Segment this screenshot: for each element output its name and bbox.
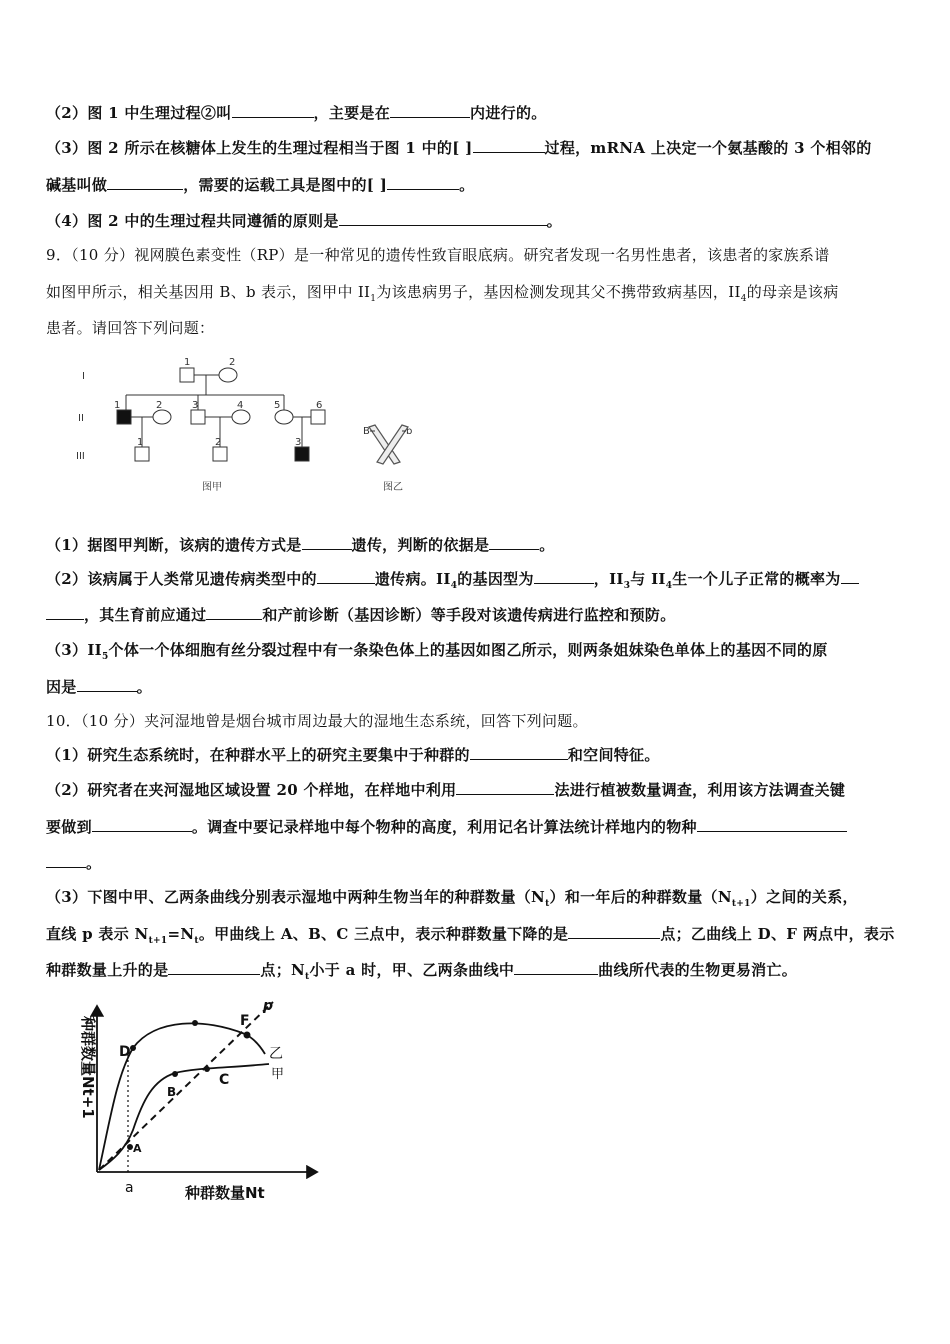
- point-F: [244, 1032, 251, 1039]
- ind-num: 6: [316, 400, 323, 411]
- q10-part3: （3）下图中甲、乙两条曲线分别表示湿地中两种生物当年的种群数量$(N_t)$和一年后的种群数量$(N_{t+1})$之间的关系，: [46, 888, 858, 909]
- blank[interactable]: [568, 924, 660, 939]
- blank[interactable]: [390, 103, 470, 118]
- pedigree-II2-female: [153, 410, 171, 424]
- population-graph: [55, 1000, 345, 1210]
- point-peak: [192, 1020, 198, 1026]
- label-p: p: [263, 1000, 274, 1014]
- label-D: D: [119, 1044, 131, 1060]
- label-B: B: [167, 1085, 177, 1099]
- pedigree-II6-male: [311, 410, 325, 424]
- blank[interactable]: [697, 817, 847, 832]
- q10-part1: （1）研究生态系统时，在种群水平上的研究主要集中于种群的 和空间特征。: [46, 746, 660, 764]
- label-jia: 甲: [271, 1067, 285, 1082]
- label-A: A: [133, 1142, 142, 1155]
- blank[interactable]: [534, 569, 594, 584]
- fig-a-caption: 图甲: [202, 482, 222, 493]
- blank[interactable]: [514, 960, 598, 975]
- pedigree-II1-affected-male: [117, 410, 131, 424]
- pedigree-II4-female: [232, 410, 250, 424]
- y-axis-label: 种群数量Nt+1: [79, 1016, 97, 1119]
- x-axis-label: 种群数量Nt: [185, 1184, 265, 1202]
- blank[interactable]: [841, 569, 859, 584]
- ind-num: 1: [137, 437, 144, 448]
- ind-num: 4: [237, 400, 244, 411]
- blank[interactable]: [317, 569, 375, 584]
- q9-part2: （2）该病属于人类常见遗传病类型中的 遗传病。$II_4$的基因型为 ，$II_3$与 $II_4$生一个儿子正常的概率为: [46, 569, 859, 596]
- gen-label: III: [76, 451, 85, 462]
- ind-num: 2: [229, 357, 236, 368]
- blank[interactable]: [473, 138, 545, 153]
- q8-part4: （4）图 2 中的生理过程共同遵循的原则是 。: [46, 212, 562, 230]
- pedigree-III1-male: [135, 447, 149, 461]
- pedigree-III3-affected-male: [295, 447, 309, 461]
- fig-b-caption: 图乙: [383, 482, 403, 493]
- blank[interactable]: [339, 211, 547, 226]
- blank[interactable]: [46, 853, 86, 868]
- q9-part1: （1）据图甲判断，该病的遗传方式是 遗传，判断的依据是 。: [46, 536, 555, 554]
- ind-num: 1: [184, 357, 191, 368]
- blank[interactable]: [489, 535, 539, 550]
- q9-intro-1: 9．（10 分）视网膜色素变性（RP）是一种常见的遗传性致盲眼底病。研究者发现一名男性患者，该患者的家族系谱: [46, 246, 830, 264]
- blank[interactable]: [77, 677, 137, 692]
- gene-b-label: b: [406, 426, 413, 437]
- blank[interactable]: [168, 960, 260, 975]
- gen-label: II: [78, 413, 84, 424]
- q8-part2: （2）图 1 中生理过程②叫 ，主要是在 内进行的。: [46, 104, 547, 122]
- blank[interactable]: [92, 817, 192, 832]
- blank[interactable]: [302, 535, 352, 550]
- pedigree-I1-male: [180, 368, 194, 382]
- q10-part2: （2）研究者在夹河湿地区域设置 20 个样地，在样地中利用 法进行植被数量调查，利用该方法调查关键: [46, 781, 846, 799]
- blank[interactable]: [46, 605, 84, 620]
- ind-num: 3: [192, 400, 199, 411]
- pedigree-II3-male: [191, 410, 205, 424]
- pedigree-III2-male: [213, 447, 227, 461]
- q9-intro-3: 患者。请回答下列问题：: [46, 319, 215, 337]
- q10-part2-end: 。: [46, 853, 101, 873]
- blank[interactable]: [387, 175, 459, 190]
- label-C: C: [219, 1072, 230, 1088]
- blank[interactable]: [470, 745, 568, 760]
- gen-label: I: [82, 371, 85, 382]
- q10-part2-cont: 要做到 。调查中要记录样地中每个物种的高度，利用记名计算法统计样地内的物种: [46, 817, 847, 837]
- point-B: [172, 1071, 178, 1077]
- ind-num: 2: [215, 437, 222, 448]
- blank[interactable]: [456, 780, 554, 795]
- label-a: a: [125, 1180, 134, 1196]
- label-yi: 乙: [269, 1046, 283, 1062]
- ind-num: 3: [295, 437, 302, 448]
- pedigree-figure: [70, 350, 430, 500]
- pedigree-II5-female: [275, 410, 293, 424]
- q8-part3: （3）图 2 所示在核糖体上发生的生理过程相当于图 1 中的[ ] 过程，mRNA 上决定一个氨基酸的 3 个相邻的: [46, 139, 872, 157]
- label-F: F: [240, 1013, 250, 1029]
- point-C: [204, 1066, 210, 1072]
- blank[interactable]: [107, 175, 183, 190]
- q8-part3-cont: 碱基叫做 ，需要的运载工具是图中的[ ] 。: [46, 176, 475, 194]
- pedigree-I2-female: [219, 368, 237, 382]
- ind-num: 1: [114, 400, 121, 411]
- q9-part3: $(3)II_5$个体一个体细胞有丝分裂过程中有一条染色体上的基因如图乙所示，则两条姐妹染色单体上的基因不同的原: [46, 641, 828, 662]
- q10-part3-cont1: 直线 p 表示 $N_{t+1}=N_t$。甲曲线上 A、B、C 三点中，表示种群数量下降的是 点；乙曲线上 D、F 两点中，表示: [46, 925, 895, 946]
- point-D: [130, 1045, 136, 1051]
- gene-B-label: B: [363, 426, 370, 437]
- curve-jia: [99, 1064, 269, 1170]
- q10-intro: 10．（10 分）夹河湿地曾是烟台城市周边最大的湿地生态系统，回答下列问题。: [46, 712, 588, 730]
- blank[interactable]: [232, 103, 314, 118]
- q9-part2-cont: ，其生育前应通过 和产前诊断（基因诊断）等手段对该遗传病进行监控和预防。: [46, 605, 676, 625]
- ind-num: 2: [156, 400, 163, 411]
- ind-num: 5: [274, 400, 281, 411]
- q10-part3-cont2: 种群数量上升的是 点；$N_t$小于 a 时，甲、乙两条曲线中 曲线所代表的生物更易消亡。: [46, 961, 798, 982]
- blank[interactable]: [206, 605, 262, 620]
- q9-part3-cont: 因是 。: [46, 678, 152, 696]
- q9-intro-2: 如图甲所示，相关基因用 B、b 表示，图甲中 $II_1$为该患病男子，基因检测发现其父不携带致病基因，$II_4$的母亲是该病: [46, 283, 839, 304]
